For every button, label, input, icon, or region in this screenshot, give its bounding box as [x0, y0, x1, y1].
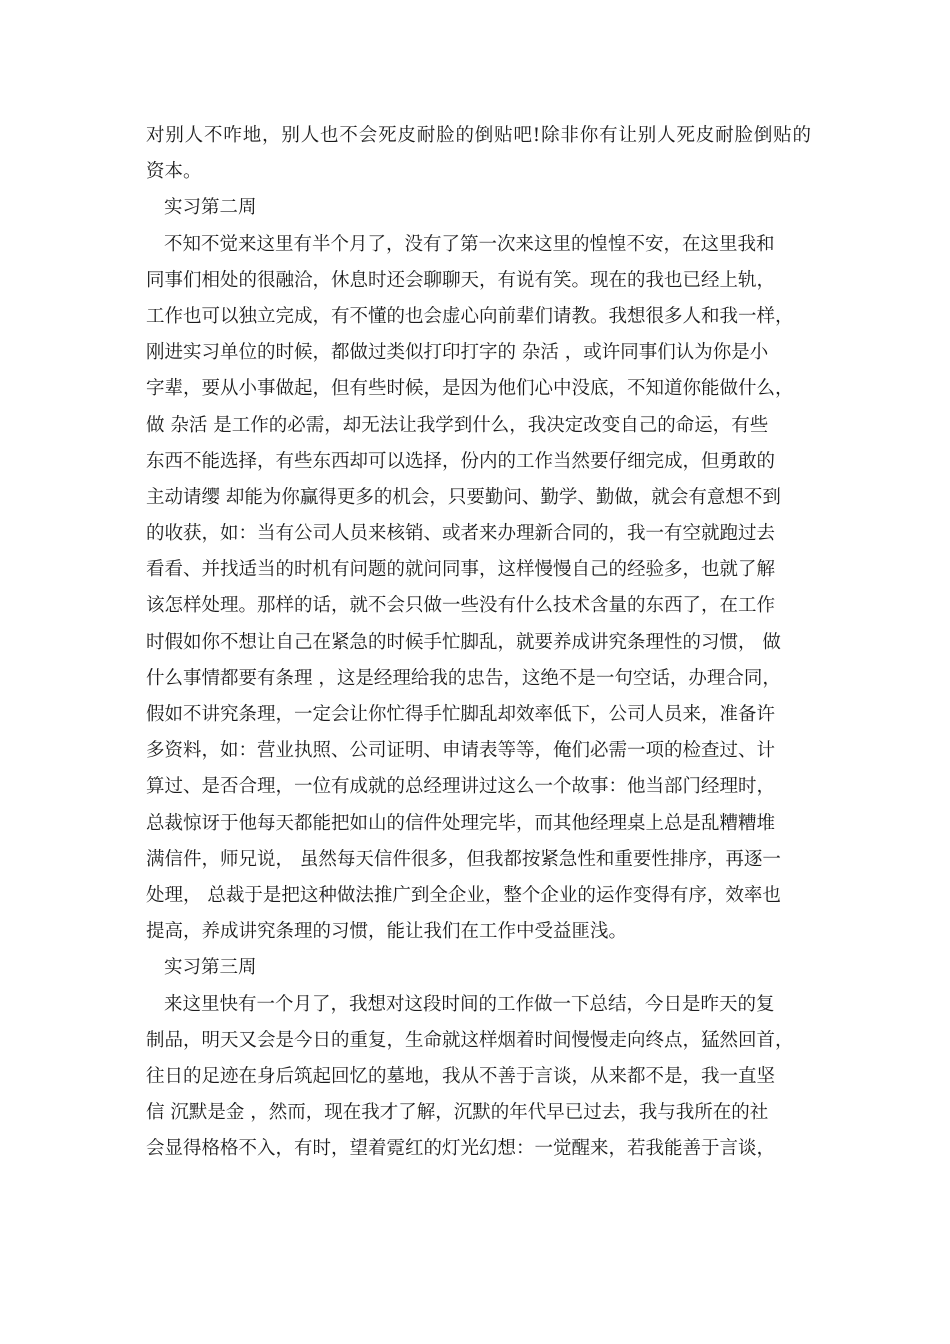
- text-line: 看看、并找适当的时机有问题的就问同事，这样慢慢自己的经验多，也就了解: [146, 559, 776, 581]
- document-body: [146, 118, 811, 1167]
- text-line: 假如不讲究条理，一定会让你忙得手忙脚乱却效率低下，公司人员来，准备许: [146, 704, 776, 725]
- text-line: 来这里快有一个月了，我想对这段时间的工作做一下总结，今日是昨天的复: [164, 993, 775, 1015]
- text-line: 满信件，师兄说， 虽然每天信件很多，但我都按紧急性和重要性排序，再逐一: [146, 848, 781, 870]
- text-line: 总裁惊讶于他每天都能把如山的信件处理完毕，而其他经理桌上总是乱糟糟堆: [146, 812, 776, 834]
- text-line: 算过、是否合理，一位有成就的总经理讲过这么一个故事：他当部门经理时，: [146, 776, 776, 798]
- text-line: 什么事情都要有条理 ，这是经理给我的忠告，这绝不是一句空话，办理合同，: [146, 667, 781, 689]
- text-line: 东西不能选择，有些东西却可以选择，份内的工作当然要仔细完成，但勇敢的: [146, 450, 776, 472]
- text-line: 制品，明天又会是今日的重复，生命就这样烟着时间慢慢走向终点，猛然回首，: [146, 1029, 794, 1051]
- text-line: 资本。: [146, 161, 202, 183]
- text-line: 对别人不咋地，别人也不会死皮耐脸的倒贴吧!除非你有让别人死皮耐脸倒贴的: [146, 125, 811, 146]
- text-line: 主动请缨 却能为你赢得更多的机会，只要勤问、勤学、勤做，就会有意想不到: [146, 486, 781, 508]
- text-line: 工作也可以独立完成，有不懂的也会虚心向前辈们请教。我想很多人和我一样，: [146, 305, 794, 327]
- text-line: 多资料，如：营业执照、公司证明、申请表等等，俺们必需一项的检查过、计: [146, 740, 776, 762]
- text-line: 处理， 总裁于是把这种做法推广到全企业，整个企业的运作变得有序，效率也: [146, 884, 781, 906]
- section-heading-week-two: 实习第二周: [164, 197, 257, 219]
- text-line: 不知不觉来这里有半个月了，没有了第一次来这里的惶惶不安，在这里我和: [164, 233, 775, 255]
- text-line: 该怎样处理。那样的话，就不会只做一些没有什么技术含量的东西了，在工作: [146, 595, 776, 617]
- text-line: 往日的足迹在身后筑起回忆的墓地，我从不善于言谈，从来都不是，我一直坚: [146, 1065, 776, 1087]
- text-line: 会显得格格不入，有时，望着霓红的灯光幻想：一觉醒来，若我能善于言谈，: [146, 1138, 776, 1160]
- text-line: 信 沉默是金 ，然而，现在我才了解，沉默的年代早已过去，我与我所在的社: [146, 1102, 769, 1124]
- text-line: 做 杂活 是工作的必需，却无法让我学到什么，我决定改变自己的命运，有些: [146, 414, 769, 436]
- text-line: 时假如你不想让自己在紧急的时候手忙脚乱，就要养成讲究条理性的习惯， 做: [146, 631, 781, 653]
- section-heading-week-three: 实习第三周: [164, 957, 257, 979]
- text-line: 提高，养成讲究条理的习惯，能让我们在工作中受益匪浅。: [146, 921, 628, 943]
- text-line: 刚进实习单位的时候，都做过类似打印打字的 杂活 ，或许同事们认为你是小: [146, 342, 769, 364]
- text-line: 的收获，如：当有公司人员来核销、或者来办理新合同的，我一有空就跑过去: [146, 523, 776, 545]
- text-line: 字辈，要从小事做起，但有些时候，是因为他们心中没底，不知道你能做什么，: [146, 378, 794, 400]
- text-line: 同事们相处的很融洽，休息时还会聊聊天，有说有笑。现在的我也已经上轨，: [146, 269, 776, 291]
